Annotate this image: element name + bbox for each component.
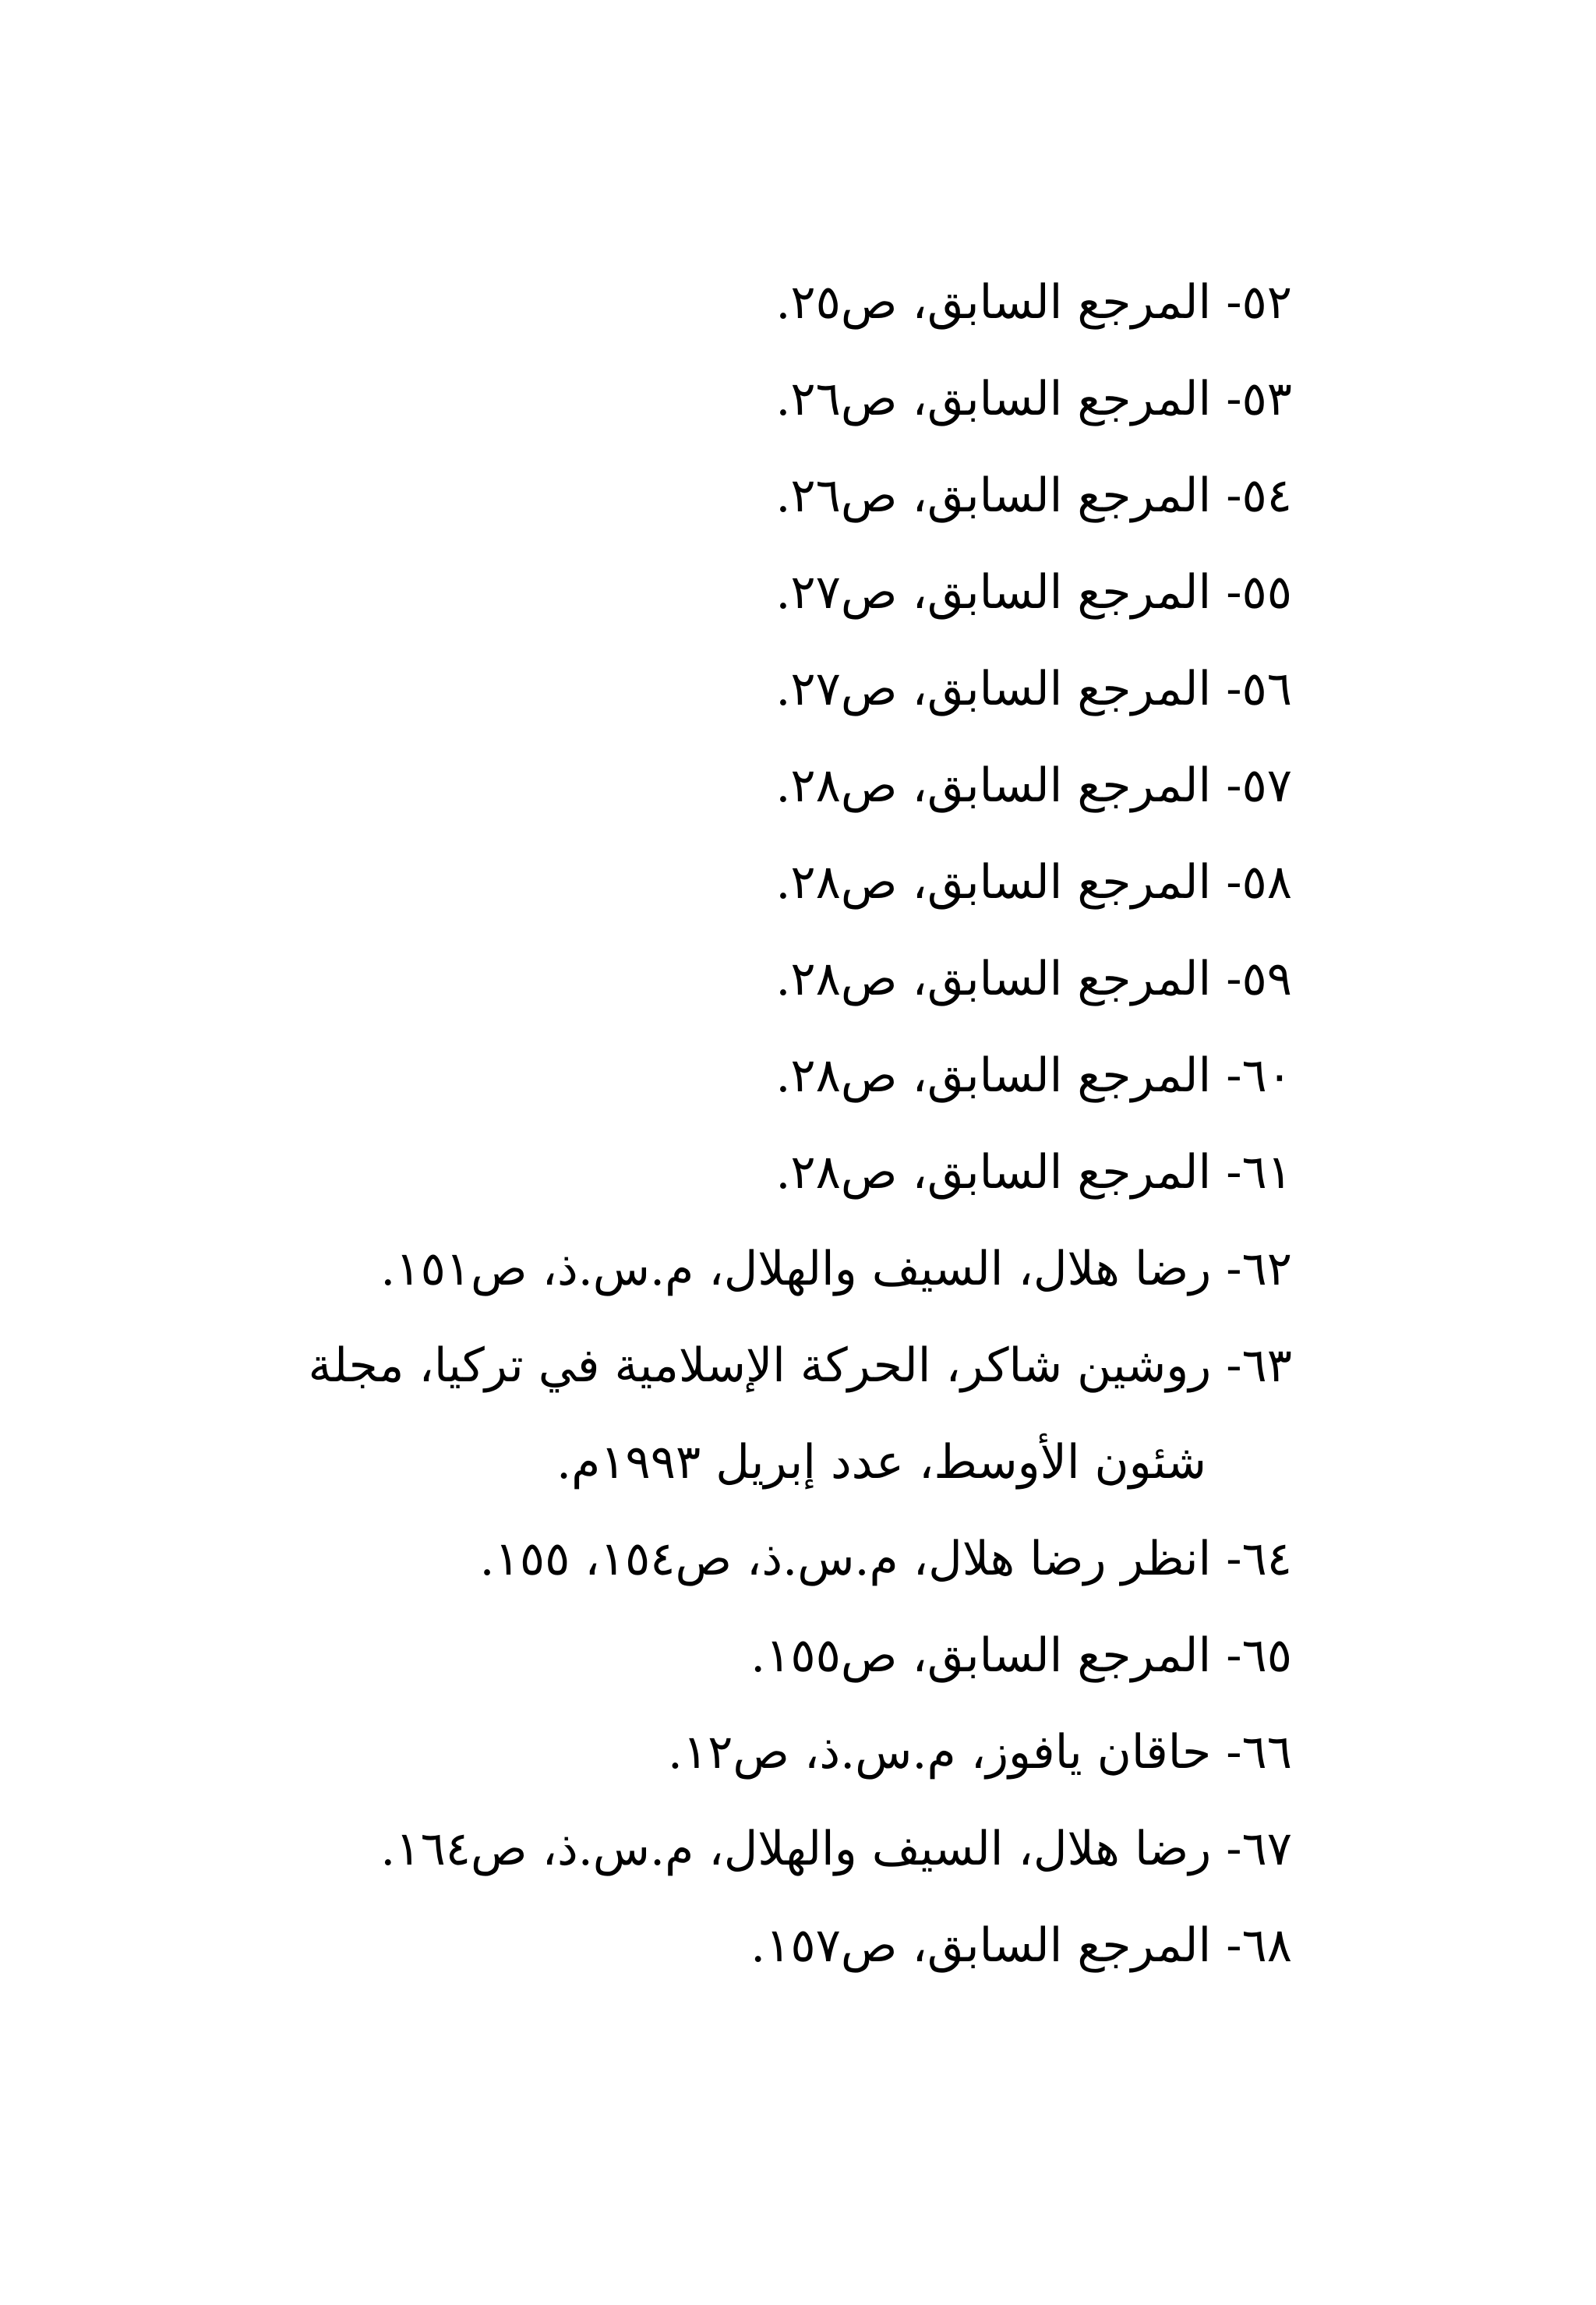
footnote-number: ٦٧ — [1241, 1822, 1292, 1876]
footnote-63: ٦٣- روشين شاكر، الحركة الإسلامية في تركيا، مجلة شئون الأوسط، عدد إبريل ١٩٩٣م. — [217, 1317, 1292, 1511]
footnote-number: ٥٤ — [1241, 468, 1292, 523]
footnote-text: رضا هلال، السيف والهلال، م.س.ذ، ص١٦٤. — [380, 1822, 1212, 1876]
footnote-text: المرجع السابق، ص٢٦. — [775, 372, 1212, 426]
footnote-54: ٥٤- المرجع السابق، ص٢٦. — [775, 468, 1292, 523]
footnote-text: المرجع السابق، ص٢٧. — [775, 565, 1212, 620]
footnote-56: ٥٦- المرجع السابق، ص٢٧. — [775, 662, 1292, 716]
footnote-62: ٦٢- رضا هلال، السيف والهلال، م.س.ذ، ص١٥١. — [380, 1242, 1292, 1296]
footnote-number: ٦٦ — [1241, 1725, 1292, 1780]
footnote-number: ٦٠ — [1241, 1048, 1292, 1103]
footnote-text: المرجع السابق، ص٢٨. — [775, 1145, 1212, 1200]
footnote-number: ٦٢ — [1241, 1242, 1292, 1296]
footnote-text: المرجع السابق، ص١٥٥. — [750, 1628, 1212, 1683]
footnote-60: ٦٠- المرجع السابق، ص٢٨. — [775, 1048, 1292, 1103]
footnote-text: حاقان يافوز، م.س.ذ، ص١٢. — [667, 1725, 1212, 1780]
footnote-number: ٥٣ — [1241, 372, 1292, 426]
footnote-text: انظر رضا هلال، م.س.ذ، ص١٥٤، ١٥٥. — [479, 1532, 1212, 1586]
footnote-65: ٦٥- المرجع السابق، ص١٥٥. — [750, 1628, 1292, 1683]
footnote-68: ٦٨- المرجع السابق، ص١٥٧. — [750, 1918, 1292, 1973]
footnote-number: ٥٩ — [1241, 952, 1292, 1006]
footnote-number: ٦٣ — [1241, 1338, 1292, 1393]
footnote-57: ٥٧- المرجع السابق، ص٢٨. — [775, 758, 1292, 813]
footnote-text: رضا هلال، السيف والهلال، م.س.ذ، ص١٥١. — [380, 1242, 1212, 1296]
footnote-66: ٦٦- حاقان يافوز، م.س.ذ، ص١٢. — [667, 1725, 1292, 1780]
footnote-59: ٥٩- المرجع السابق، ص٢٨. — [775, 952, 1292, 1006]
footnote-number: ٥٨ — [1241, 855, 1292, 910]
footnote-text: المرجع السابق، ص٢٥. — [775, 275, 1212, 330]
footnote-number: ٥٦ — [1241, 662, 1292, 716]
footnote-text: المرجع السابق، ص٢٨. — [775, 1048, 1212, 1103]
footnote-number: ٦٨ — [1241, 1918, 1292, 1973]
footnote-58: ٥٨- المرجع السابق، ص٢٨. — [775, 855, 1292, 910]
footnote-continuation: شئون الأوسط، عدد إبريل ١٩٩٣م. — [556, 1435, 1206, 1490]
footnote-text: المرجع السابق، ص٢٧. — [775, 662, 1212, 716]
footnote-number: ٥٧ — [1241, 758, 1292, 813]
footnote-number: ٦١ — [1241, 1145, 1292, 1200]
footnote-52: ٥٢- المرجع السابق، ص٢٥. — [775, 275, 1292, 330]
footnote-text: المرجع السابق، ص١٥٧. — [750, 1918, 1212, 1973]
footnote-text: روشين شاكر، الحركة الإسلامية في تركيا، مجلة — [308, 1338, 1212, 1393]
footnote-number: ٥٥ — [1241, 565, 1292, 620]
footnote-number: ٥٢ — [1241, 275, 1292, 330]
footnote-text: المرجع السابق، ص٢٨. — [775, 855, 1212, 910]
footnote-53: ٥٣- المرجع السابق، ص٢٦. — [775, 372, 1292, 426]
footnote-text: المرجع السابق، ص٢٦. — [775, 468, 1212, 523]
footnote-64: ٦٤- انظر رضا هلال، م.س.ذ، ص١٥٤، ١٥٥. — [479, 1532, 1292, 1586]
footnote-text: المرجع السابق، ص٢٨. — [775, 952, 1212, 1006]
footnote-list — [217, 254, 1292, 1994]
footnote-text: المرجع السابق، ص٢٨. — [775, 758, 1212, 813]
footnote-number: ٦٤ — [1241, 1532, 1292, 1586]
footnote-55: ٥٥- المرجع السابق، ص٢٧. — [775, 565, 1292, 620]
footnote-number: ٦٥ — [1241, 1628, 1292, 1683]
footnote-67: ٦٧- رضا هلال، السيف والهلال، م.س.ذ، ص١٦٤. — [380, 1822, 1292, 1876]
footnote-61: ٦١- المرجع السابق، ص٢٨. — [775, 1145, 1292, 1200]
